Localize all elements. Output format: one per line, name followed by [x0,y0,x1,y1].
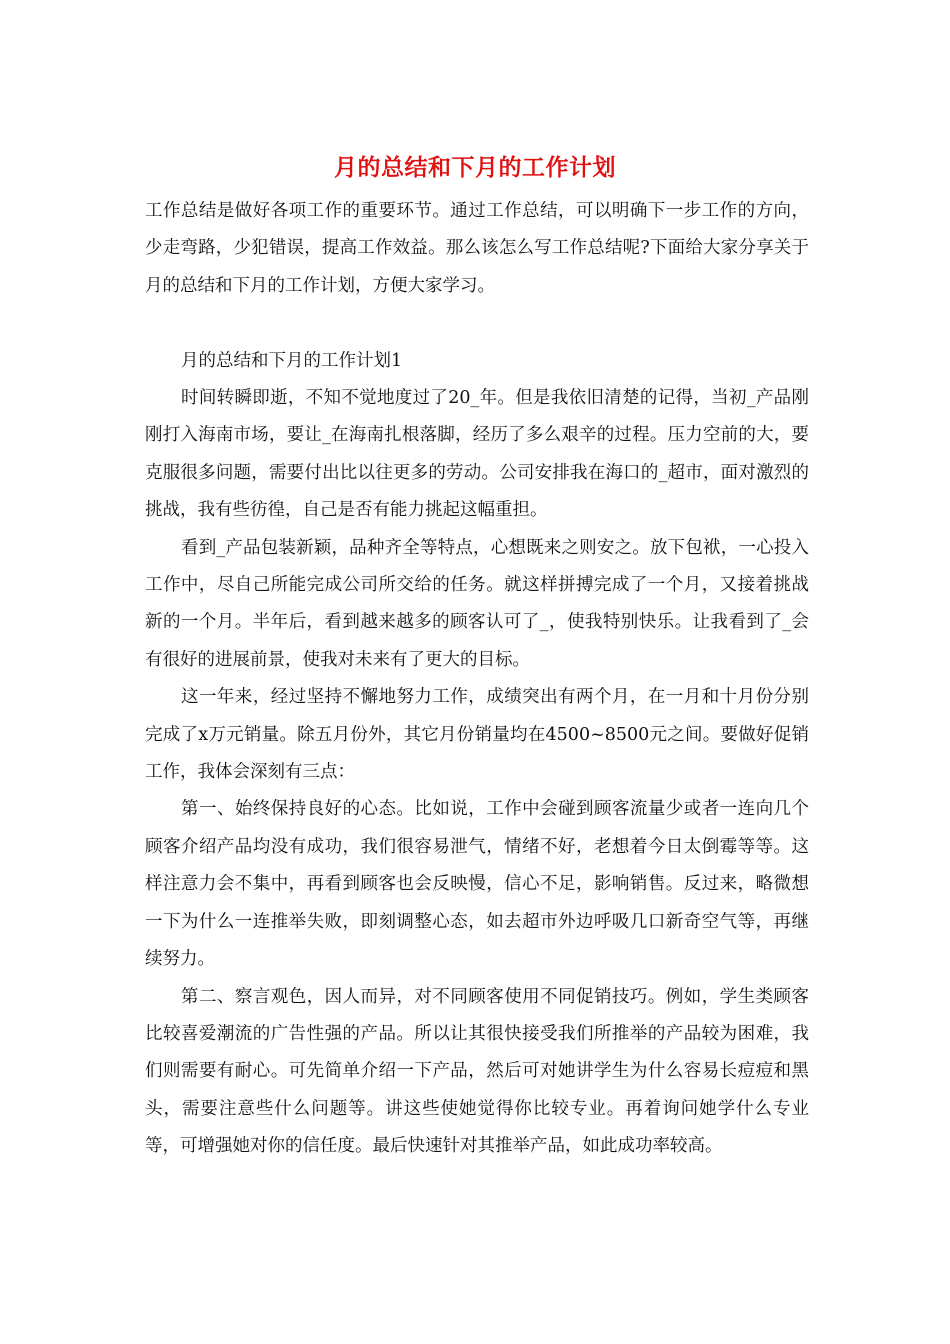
document-body [145,193,809,1166]
section-heading: 月的总结和下月的工作计划1 [181,350,403,371]
body-paragraph-4: 第一、始终保持良好的心态。比如说，工作中会碰到顾客流量少或者一连向几个顾客介绍产品均没有成功，我们很容易泄气，情绪不好，老想着今日太倒霉等等。这样注意力会不集中，再看到顾客也会反映慢，信心不足，影响销售。反过来，略微想一下为什么一连推举失败，即刻调整心态，如去超市外边呼吸几口新奇空气等，再继续努力。 [145,799,809,970]
body-paragraph-2: 看到_产品包装新颖，品种齐全等特点，心想既来之则安之。放下包袱，一心投入工作中，尽自己所能完成公司所交给的任务。就这样拼搏完成了一个月，又接着挑战新的一个月。半年后，看到越来越多的顾客认可了_，使我特别快乐。让我看到了_会有很好的进展前景，使我对未来有了更大的目标。 [145,537,809,670]
body-paragraph-5: 第二、察言观色，因人而异，对不同顾客使用不同促销技巧。例如，学生类顾客比较喜爱潮流的广告性强的产品。所以让其很快接受我们所推举的产品较为困难，我们则需要有耐心。可先简单介绍一下产品，然后可对她讲学生为什么容易长痘痘和黑头，需要注意些什么问题等。讲这些使她觉得你比较专业。再着询问她学什么专业等，可增强她对你的信任度。最后快速针对其推举产品，如此成功率较高。 [145,986,809,1157]
paragraph-spacer [145,305,809,342]
body-paragraph-3: 这一年来，经过坚持不懈地努力工作，成绩突出有两个月，在一月和十月份分别完成了x万元销量。除五月份外，其它月份销量均在4500~8500元之间。要做好促销工作，我体会深刻有三点： [145,687,809,783]
document-title: 月的总结和下月的工作计划 [334,154,616,181]
body-paragraph-1: 时间转瞬即逝，不知不觉地度过了20_年。但是我依旧清楚的记得，当初_产品刚刚打入海南市场，要让_在海南扎根落脚，经历了多么艰辛的过程。压力空前的大，要克服很多问题，需要付出比以往更多的劳动。公司安排我在海口的_超市，面对激烈的挑战，我有些彷徨，自己是否有能力挑起这幅重担。 [145,388,809,521]
intro-paragraph: 工作总结是做好各项工作的重要环节。通过工作总结，可以明确下一步工作的方向，少走弯路，少犯错误，提高工作效益。那么该怎么写工作总结呢?下面给大家分享关于月的总结和下月的工作计划，方便大家学习。 [145,201,809,296]
